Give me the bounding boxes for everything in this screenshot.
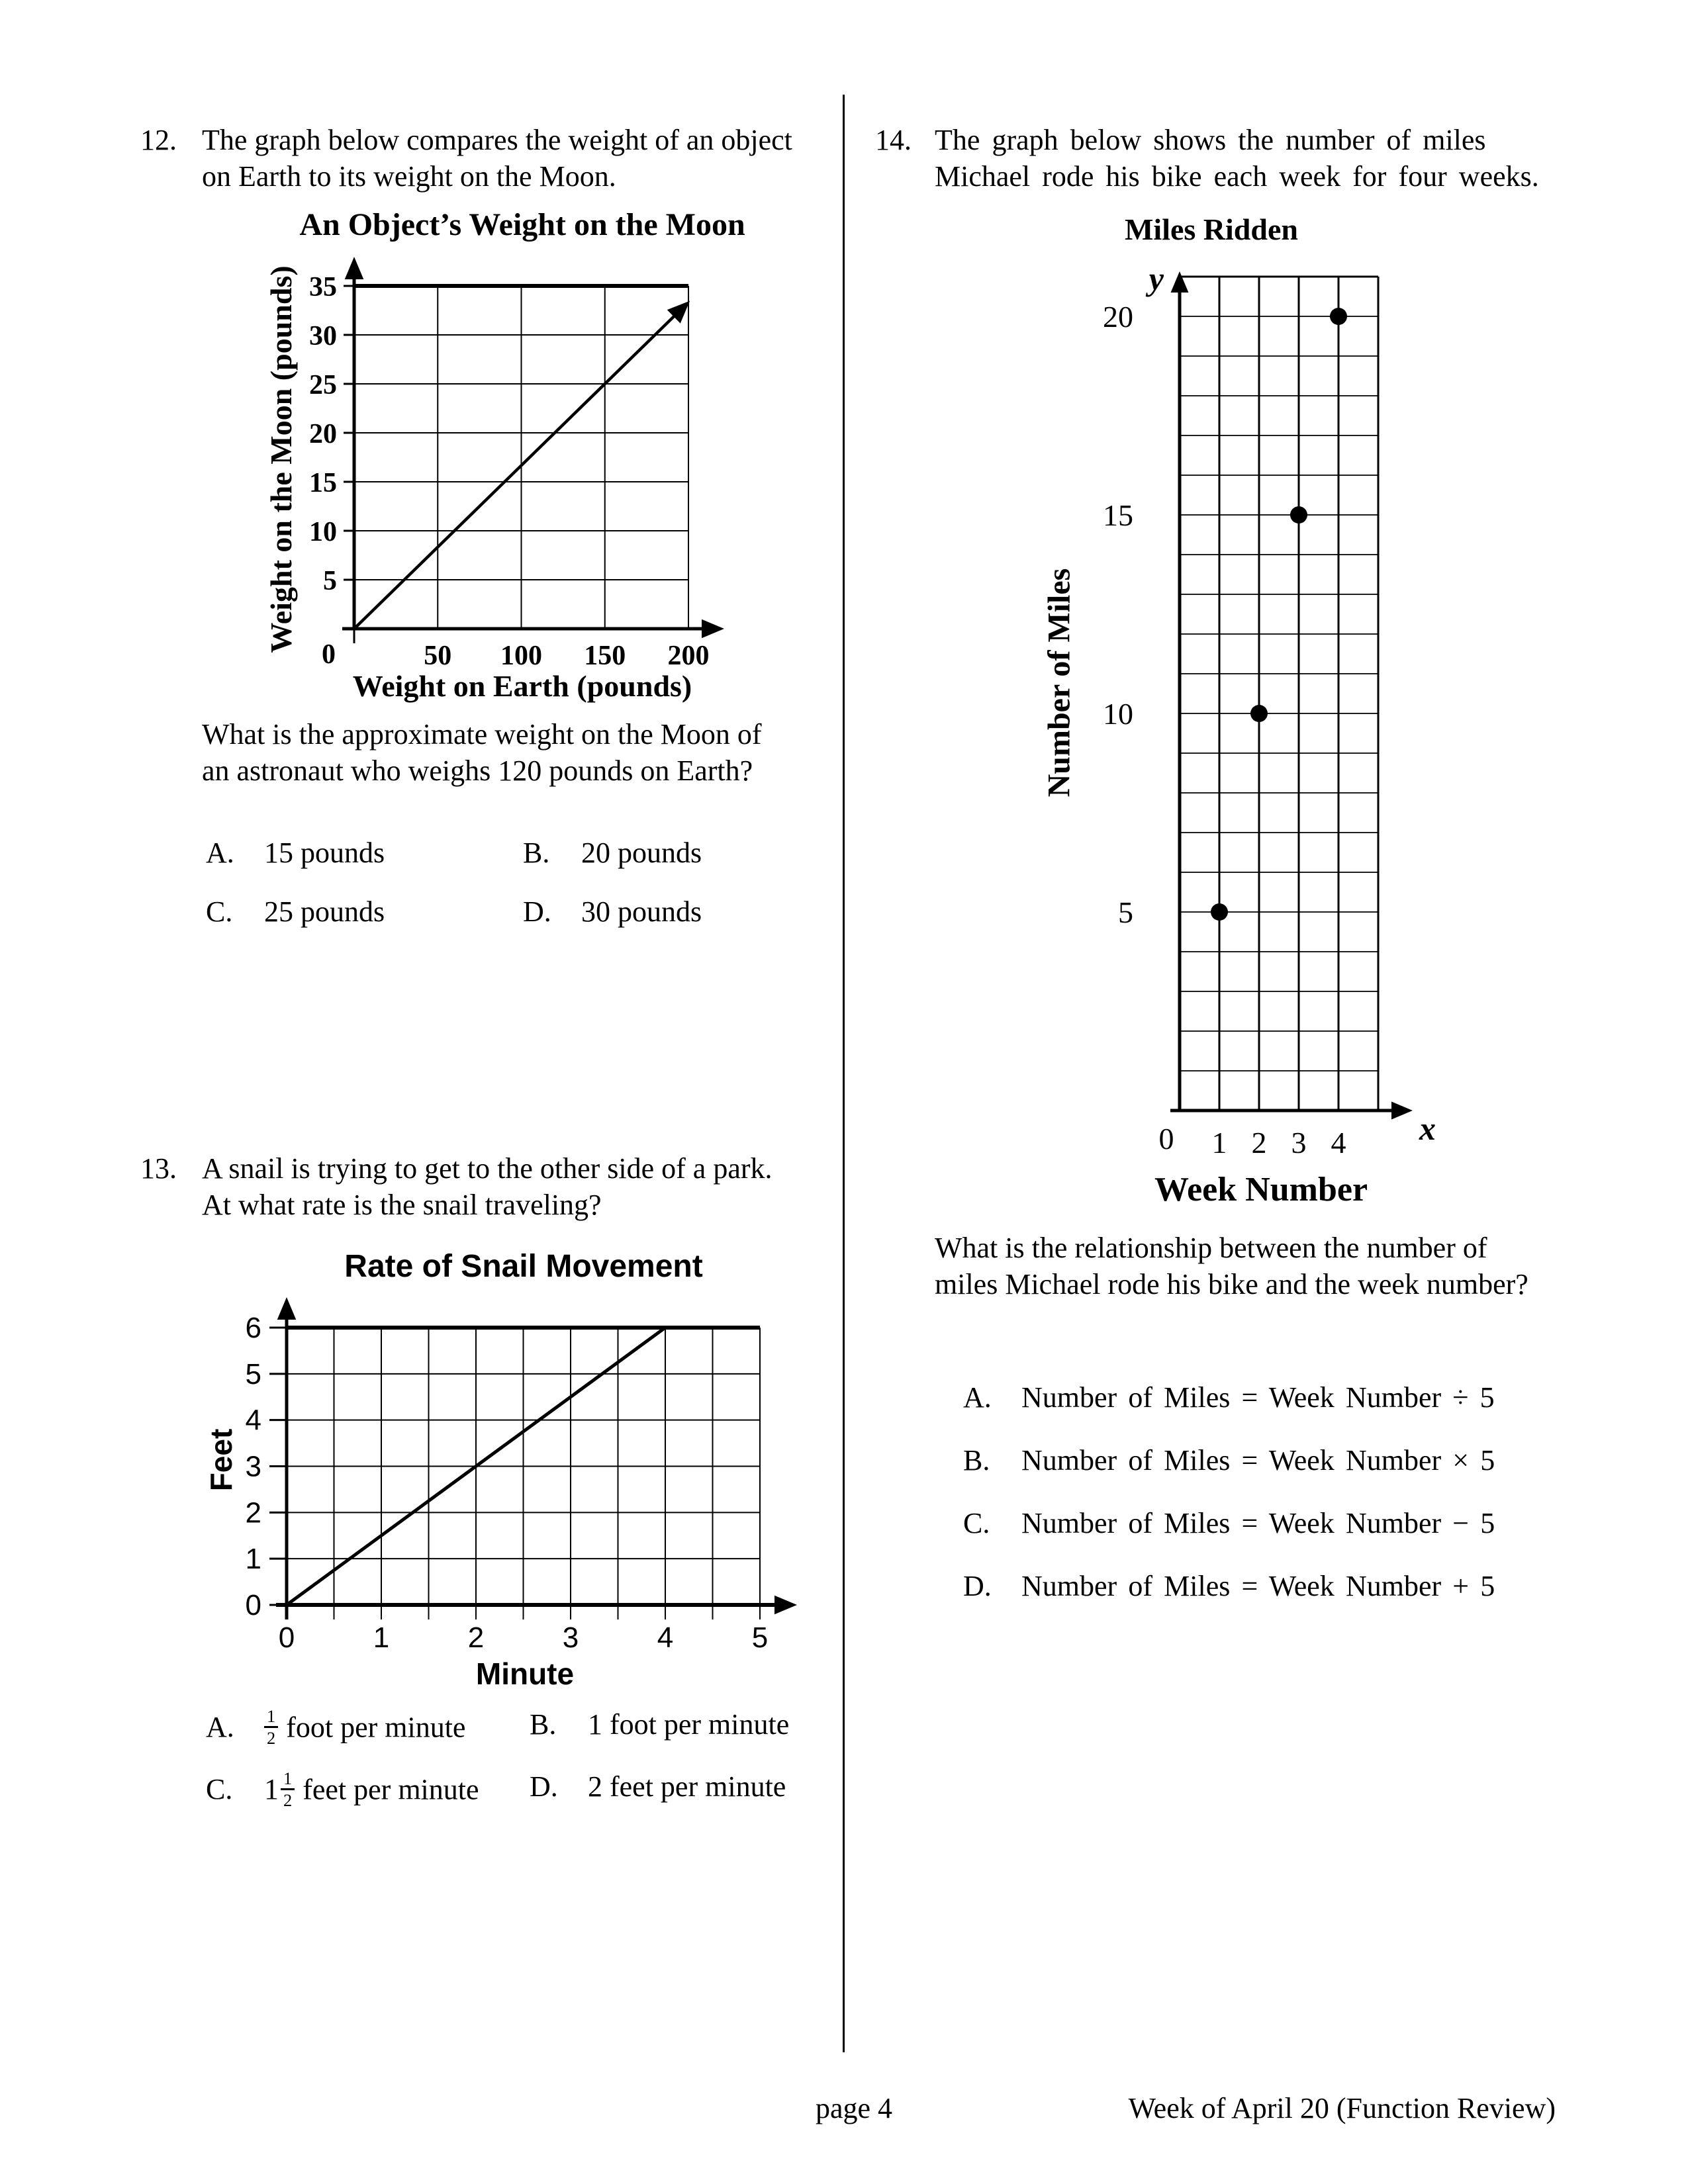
x-axis-letter: x bbox=[1419, 1110, 1436, 1147]
q13-prompt-line1: A snail is trying to get to the other side of a park. bbox=[202, 1152, 773, 1185]
x-tick-label: 200 bbox=[667, 641, 710, 671]
y-tick-label: 25 bbox=[309, 370, 337, 400]
q14-option-b bbox=[963, 1443, 1495, 1477]
option-text: feet per minute bbox=[303, 1773, 479, 1806]
fraction-denominator: 2 bbox=[283, 1790, 293, 1811]
x-tick-label: 50 bbox=[424, 641, 452, 671]
option-letter: A. bbox=[206, 1711, 234, 1744]
q14-option-c bbox=[963, 1506, 1495, 1540]
option-letter: D. bbox=[530, 1770, 558, 1803]
option-letter: B. bbox=[530, 1708, 557, 1741]
chart13-title: Rate of Snail Movement bbox=[344, 1249, 703, 1284]
chart13-x-axis-title: Minute bbox=[475, 1657, 575, 1691]
y-tick-label: 5 bbox=[1118, 895, 1133, 929]
footer-page-number: page 4 bbox=[816, 2092, 893, 2124]
option-text: Number of Miles = Week Number × 5 bbox=[1021, 1444, 1495, 1477]
option-fraction bbox=[281, 1770, 295, 1809]
data-line bbox=[354, 306, 685, 629]
chart13-y-axis-title: Feet bbox=[204, 1428, 238, 1492]
y-axis-letter: y bbox=[1149, 260, 1164, 297]
option-text: foot per minute bbox=[286, 1711, 466, 1744]
y-tick-label: 35 bbox=[309, 272, 337, 302]
option-fraction bbox=[264, 1707, 278, 1747]
option-text: Number of Miles = Week Number ÷ 5 bbox=[1021, 1381, 1495, 1414]
y-axis-arrowhead bbox=[277, 1297, 297, 1320]
x-tick-label: 3 bbox=[562, 1621, 579, 1654]
q14-question-line1: What is the relationship between the number of bbox=[935, 1232, 1487, 1264]
chart14-y-axis-title-text: Number of Miles bbox=[1041, 568, 1077, 797]
chart14-x-axis-title: Week Number bbox=[1154, 1171, 1368, 1208]
q13-number: 13. bbox=[140, 1152, 177, 1185]
y-tick-label: 20 bbox=[309, 419, 337, 449]
option-text: Number of Miles = Week Number + 5 bbox=[1021, 1570, 1495, 1602]
y-tick-label: 15 bbox=[309, 468, 337, 498]
x-tick-label: 2 bbox=[1251, 1126, 1267, 1160]
option-letter: C. bbox=[206, 895, 233, 928]
x-tick-label: 3 bbox=[1291, 1126, 1307, 1160]
y-tick-label: 20 bbox=[1103, 300, 1133, 334]
x-tick-label: 1 bbox=[373, 1621, 390, 1654]
y-tick-label: 5 bbox=[323, 566, 337, 596]
option-text: Number of Miles = Week Number − 5 bbox=[1021, 1507, 1495, 1539]
option-text: 25 pounds bbox=[264, 895, 385, 928]
y-tick-label: 15 bbox=[1103, 498, 1133, 532]
x-axis-arrowhead bbox=[774, 1596, 797, 1615]
data-point bbox=[1211, 903, 1228, 921]
y-tick-label: 2 bbox=[245, 1496, 261, 1529]
y-axis-arrowhead bbox=[1171, 271, 1189, 293]
q12-option-b bbox=[523, 836, 702, 870]
q14-option-d bbox=[963, 1569, 1495, 1603]
option-letter: D. bbox=[523, 895, 551, 928]
fraction-denominator: 2 bbox=[267, 1728, 276, 1749]
option-letter: A. bbox=[206, 837, 234, 869]
option-text: 30 pounds bbox=[581, 895, 702, 928]
footer-title: Week of April 20 (Function Review) bbox=[1128, 2092, 1556, 2124]
x-tick-label: 5 bbox=[751, 1621, 769, 1654]
x-tick-label: 4 bbox=[657, 1621, 674, 1654]
option-text: 20 pounds bbox=[581, 837, 702, 869]
option-text: 1 foot per minute bbox=[588, 1708, 790, 1741]
data-point bbox=[1250, 705, 1268, 722]
x-tick-label: 1 bbox=[1211, 1126, 1227, 1160]
option-letter: A. bbox=[963, 1381, 992, 1414]
chart12-title: An Object’s Weight on the Moon bbox=[299, 207, 745, 242]
q12-question-line1: What is the approximate weight on the Moon of bbox=[202, 718, 762, 751]
option-letter: C. bbox=[963, 1507, 990, 1539]
x-tick-label: 4 bbox=[1331, 1126, 1346, 1160]
x-tick-label: 0 bbox=[278, 1621, 295, 1654]
data-line-arrowhead bbox=[667, 301, 690, 324]
q12-option-a bbox=[206, 836, 385, 870]
y-tick-label: 5 bbox=[245, 1357, 261, 1390]
q12-question-line2: an astronaut who weighs 120 pounds on Earth? bbox=[202, 754, 753, 787]
q12-prompt-line1: The graph below compares the weight of an object bbox=[202, 124, 792, 156]
q14-question-line2: miles Michael rode his bike and the week number? bbox=[935, 1268, 1528, 1300]
x-axis-arrowhead bbox=[1391, 1102, 1413, 1120]
y-axis-arrowhead bbox=[345, 257, 364, 279]
q14-prompt-line2: Michael rode his bike each week for four weeks. bbox=[935, 160, 1539, 193]
x-tick-label: 0 bbox=[1158, 1122, 1174, 1156]
q14-prompt-line1: The graph below shows the number of miles bbox=[935, 124, 1486, 156]
x-axis-arrowhead bbox=[702, 619, 724, 639]
x-tick-label: 150 bbox=[584, 641, 626, 671]
y-tick-label: 10 bbox=[309, 517, 337, 547]
option-text: 2 feet per minute bbox=[588, 1770, 786, 1803]
option-whole-number: 1 bbox=[264, 1773, 279, 1806]
q12-prompt-line2: on Earth to its weight on the Moon. bbox=[202, 160, 616, 193]
q13-option-d bbox=[530, 1770, 786, 1803]
chart12-x-axis-title: Weight on Earth (pounds) bbox=[352, 669, 692, 703]
q13-prompt-line2: At what rate is the snail traveling? bbox=[202, 1189, 602, 1221]
fraction-numerator: 1 bbox=[281, 1770, 295, 1790]
data-point bbox=[1330, 308, 1347, 325]
q13-option-c bbox=[206, 1770, 479, 1809]
q12-option-c bbox=[206, 895, 385, 929]
x-tick-label: 100 bbox=[500, 641, 542, 671]
chart12-y-axis-title: Weight on the Moon (pounds) bbox=[264, 265, 298, 653]
q13-option-b bbox=[530, 1707, 789, 1741]
option-text: 15 pounds bbox=[264, 837, 385, 869]
option-letter: B. bbox=[523, 837, 550, 869]
origin-label: 0 bbox=[322, 639, 336, 670]
q12-option-d bbox=[523, 895, 702, 929]
y-tick-label: 4 bbox=[245, 1404, 261, 1437]
y-tick-label: 10 bbox=[1103, 697, 1133, 731]
q14-number: 14. bbox=[875, 124, 912, 156]
q13-option-a bbox=[206, 1707, 465, 1747]
y-tick-label: 1 bbox=[245, 1543, 261, 1576]
column-divider bbox=[843, 95, 845, 2052]
y-tick-label: 6 bbox=[245, 1312, 261, 1344]
option-letter: B. bbox=[963, 1444, 990, 1477]
y-tick-label: 3 bbox=[245, 1450, 261, 1483]
chart14-title: Miles Ridden bbox=[1125, 212, 1298, 246]
data-line bbox=[287, 1328, 665, 1605]
q14-option-a bbox=[963, 1381, 1495, 1414]
y-tick-label: 30 bbox=[309, 321, 337, 351]
q12-number: 12. bbox=[140, 124, 177, 156]
data-point bbox=[1290, 506, 1307, 523]
option-letter: D. bbox=[963, 1570, 992, 1602]
y-tick-label: 0 bbox=[245, 1589, 261, 1621]
x-tick-label: 2 bbox=[467, 1621, 485, 1654]
option-letter: C. bbox=[206, 1773, 233, 1806]
fraction-numerator: 1 bbox=[264, 1707, 278, 1728]
